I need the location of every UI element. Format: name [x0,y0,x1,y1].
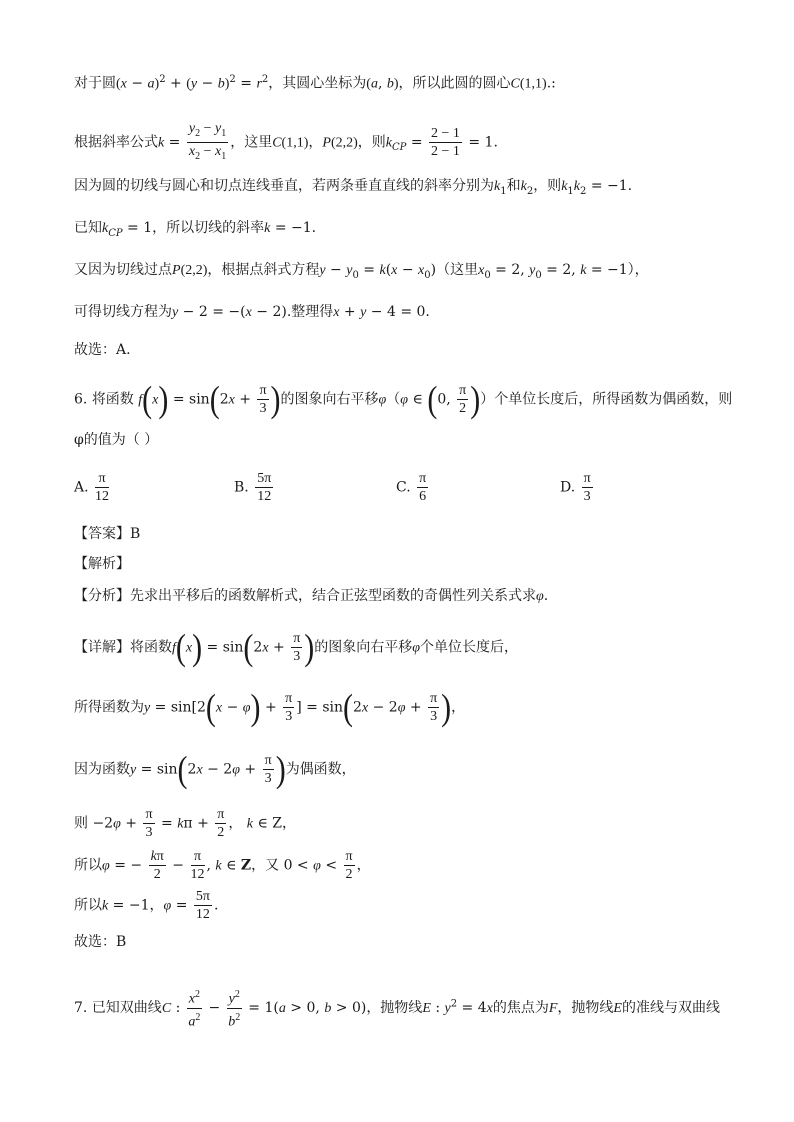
question-6-stem-cont: φ的值为（ ） [74,432,159,448]
solution-line-point-slope: 又因为切线过点P(2,2)，根据点斜式方程$y - y_0 = k(x - x_0)$（这里$x_0 = 2$, $y_0 = 2$, k = −1）， [74,262,649,281]
analysis-summary: 【分析】先求出平移后的函数解析式，结合正弦型函数的奇偶性列关系式求φ. [74,588,549,604]
detail-step-4: 则 −2φ + $\frac{\pi}{3}$ = kπ + $\frac{\pi}{2}$ ， k ∈ Z， [74,807,297,840]
solution-line-slope-formula: 根据斜率公式k = $\frac{y_2 - y_1}{x_2 - x_1}$ ，这里C(1,1)，P(2,2)，则$k_{CP}$ = $\frac{2 - 1}{2 - 1}$ = 1. [74,121,498,162]
detail-step-6: 所以k = −1，φ = $\frac{5\pi}{12}$ . [74,889,219,922]
answer-label: 【答案】B [74,526,141,542]
detail-step-2: 所得函数为y = sin[2(x − φ) + $\frac{\pi}{3}$ ] = sin(2x − 2φ + $\frac{\pi}{3}$ )， [74,686,466,728]
detail-step-1: 【详解】将函数f(x) = sin(2x + $\frac{\pi}{3}$ )的图象向右平移φ个单位长度后， [74,626,519,668]
detail-step-3: 因为函数y = sin(2x − 2φ + $\frac{\pi}{3}$ )为偶函数， [74,748,356,790]
analysis-heading: 【解析】 [74,556,130,572]
question-6-stem: 6. 将函数 f(x) = sin(2x + $\frac{\pi}{3}$ )的图象向右平移φ（φ ∈ (0, $\frac{\pi}{2}$ )）个单位长度后，所得函数为偶函数，则 [74,378,733,420]
answer-choice-q5: 故选：A. [74,342,131,358]
solution-line-tangent-slope: 已知$k_{CP} = 1$，所以切线的斜率k = −1. [74,220,317,239]
solution-line-circle-center: 对于圆$(x - a)^2 + (y - b)^2 = r^2$，其圆心坐标为(a, b)，所以此圆的圆心C(1,1).: [74,74,556,92]
detail-step-5: 所以φ = − $\frac{k\pi}{2}$ − $\frac{\pi}{12}$ , k ∈ Z，又 0 < φ < $\frac{\pi}{2}$ ， [74,849,371,882]
option-c: C. $\frac{\pi}{6}$ [396,471,427,504]
solution-line-tangent-equation: 可得切线方程为y − 2 = −(x − 2).整理得x + y − 4 = 0. [74,304,430,320]
question-7-stem: 7. 已知双曲线C : $\frac{x^2}{a^2}$ − $\frac{y^2}{b^2}$ = 1(a > 0, b > 0)，抛物线E : $y^2 = 4x$的焦点为F，抛物线E的准线与双曲线 [74,986,720,1030]
option-b: B. $\frac{5\pi}{12}$ [234,471,272,504]
option-d: D. $\frac{\pi}{3}$ [560,471,591,504]
solution-line-perpendicular: 因为圆的切线与圆心和切点连线垂直，若两条垂直直线的斜率分别为$k_1$和$k_2$，则$k_1k_2 = -1$. [74,178,633,197]
answer-choice-q6: 故选：B [74,934,127,950]
option-a: A. $\frac{\pi}{12}$ [74,471,110,504]
